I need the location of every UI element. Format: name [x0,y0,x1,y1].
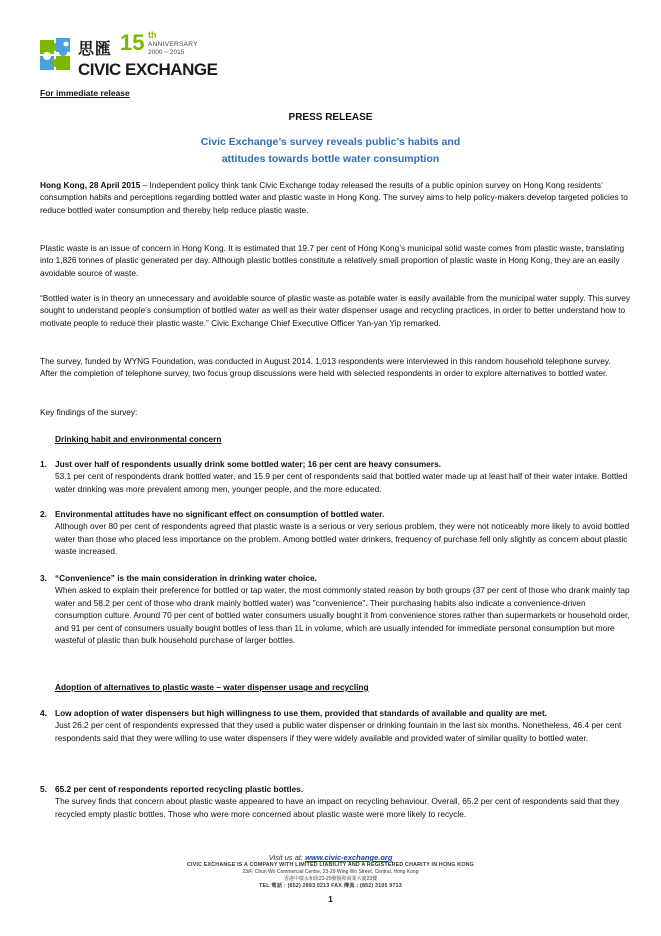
finding-heading: Low adoption of water dispensers but high willingness to use them, provided that standards of available and quality are met. [55,708,547,718]
finding-2 [40,508,630,558]
finding-text: 53.1 per cent of respondents drank bottled water, and 15.9 per cent of respondents said that bottled water made up at least half of their water intake. Bottled water drinking was more prevalent among men, younger people, and the more educated. [55,471,628,494]
footer-contact: TEL 電話 : (852) 2893 0213 FAX 傳真 : (852) 3105 9713 [259,883,402,890]
website-link[interactable]: www.civic-exchange.org [305,853,393,862]
logo-english-name: CIVIC EXCHANGE [78,60,218,79]
finding-heading: 65.2 per cent of respondents reported recycling plastic bottles. [55,784,304,794]
visit-label: Visit us at: [268,853,304,862]
anniversary-years: 2000 ~ 2015 [148,49,185,56]
finding-number: 1. [40,459,47,469]
finding-heading: “Convenience” is the main consideration in drinking water choice. [55,573,317,583]
headline-line-2: attitudes towards bottle water consumption [221,153,440,165]
footer-company-line: CIVIC EXCHANGE IS A COMPANY WITH LIMITED LIABILITY AND A REGISTERED CHARITY IN HONG KONG [187,862,474,868]
finding-heading: Just over half of respondents usually drink some bottled water; 16 per cent are heavy consumers. [55,459,441,469]
anniversary-label: ANNIVERSARY [148,41,198,48]
finding-number: 5. [40,784,47,794]
paragraph-2-text: Plastic waste is an issue of concern in Hong Kong. It is estimated that 19.7 per cent of Hong Kong’s municipal solid waste comes from plastic waste, translating into 1,826 tonnes of plastic generated per day. Although plastic bottles constitute a relatively small proportion of plastic waste in Hong Kong, they are an easily avoidable source of waste. [40,243,625,278]
page-footer [0,853,661,890]
key-findings-label [40,406,630,418]
finding-3 [40,572,630,646]
finding-number: 4. [40,708,47,718]
paragraph-2 [40,242,630,279]
section-heading-drinking: Drinking habit and environmental concern [55,434,222,444]
dateline: Hong Kong, 28 April 2015 [40,180,141,190]
page-number: 1 [328,894,333,904]
civic-exchange-logo [38,30,218,80]
key-findings-text: Key findings of the survey: [40,407,138,417]
headline-line-1: Civic Exchange’s survey reveals public’s habits and [200,136,461,148]
finding-number: 3. [40,573,47,583]
paragraph-4-text: The survey, funded by WYNG Foundation, was conducted in August 2014. 1,013 respondents were interviewed in this random household telephone survey. After the completion of telephone survey, two focus group discussions were held with selected respondents in order to explore alternatives to bottled water. [40,356,611,379]
finding-text: The survey finds that concern about plastic waste appeared to have an impact on recycling behaviour. Overall, 65.2 per cent of respondents said that they recycled empty plastic bottles. Those who were more concerned about plastic waste were more likely to recycle. [55,796,620,819]
paragraph-3-text: “Bottled water is in theory an unnecessary and avoidable source of plastic waste as potable water is easily available from the municipal water supply. This survey sought to understand people’s consumption of bottled water as well as their water dispenser usage and recycling practices, in order to better understand how to motivate people to reduce their plastic waste.” Civic Exchange Chief Executive Officer Yan-yan Yip remarked. [40,293,630,328]
visit-line [0,853,661,862]
section-heading-alternatives: Adoption of alternatives to plastic waste – water dispenser usage and recycling [55,682,369,692]
finding-text: Although over 80 per cent of respondents agreed that plastic waste is a serious or very serious problem, they were not noticeably more likely to avoid bottled water than those who placed less importance on the problem. Among bottled water drinkers, frequency of purchase fell only slightly as concern about plastic waste increased. [55,521,630,557]
finding-heading: Environmental attitudes have no significant effect on consumption of bottled water. [55,509,385,519]
finding-1 [40,458,630,495]
puzzle-logo-icon [38,36,74,74]
page-title: PRESS RELEASE [288,112,373,123]
finding-text: When asked to explain their preference for bottled or tap water, the most commonly stated reason by both groups (37 per cent of those who drank mainly tap water and 58.2 per cent of those who drank mainly bottled water) was "convenience". Their purchasing habits also indicate a convenience-driven consumption culture. Around 70 per cent of bottled water consumers usually bought it from convenience stores rather than supermarkets or household order, and 91 per cent of consumers usually bought bottles of less than 1L in volume, which are usually intended for immediate personal consumption but more wasteful of plastic than bulk household purchase of larger bottles. [55,585,630,646]
release-tag: For immediate release [40,88,130,98]
intro-text: – Independent policy think tank Civic Exchange today released the results of a public opinion survey on Hong Kong residents’ consumption habits and perceptions regarding bottled water and plastic waste in Hong Kong. The survey aims to help policy-makers develop targeted policies to reduce bottled water consumption and thereby help reduce plastic waste. [40,180,628,215]
finding-5 [40,783,630,820]
logo-chinese-name: 思匯 [78,39,113,58]
footer-address-en: 23/F, Chun Wo Commercial Centre, 23-29 Wing Wo Street, Central, Hong Kong [242,869,419,876]
finding-4 [40,707,630,744]
anniversary-suffix: th [148,30,157,40]
paragraph-3 [40,292,630,329]
intro-paragraph [40,179,630,216]
anniversary-number: 15 [120,30,145,55]
footer-address-cn: 香港中環永和街23-29號俊和商業大廈23樓 [283,876,378,883]
headline [0,134,661,168]
paragraph-4 [40,355,630,380]
finding-number: 2. [40,509,47,519]
finding-text: Just 26.2 per cent of respondents expressed that they used a public water dispenser or drinking fountain in the last six months. Nonetheless, 46.4 per cent respondents said that they were willing to use water dispensers if they were widely available and provided water of similar quality to bottled water. [55,720,622,743]
